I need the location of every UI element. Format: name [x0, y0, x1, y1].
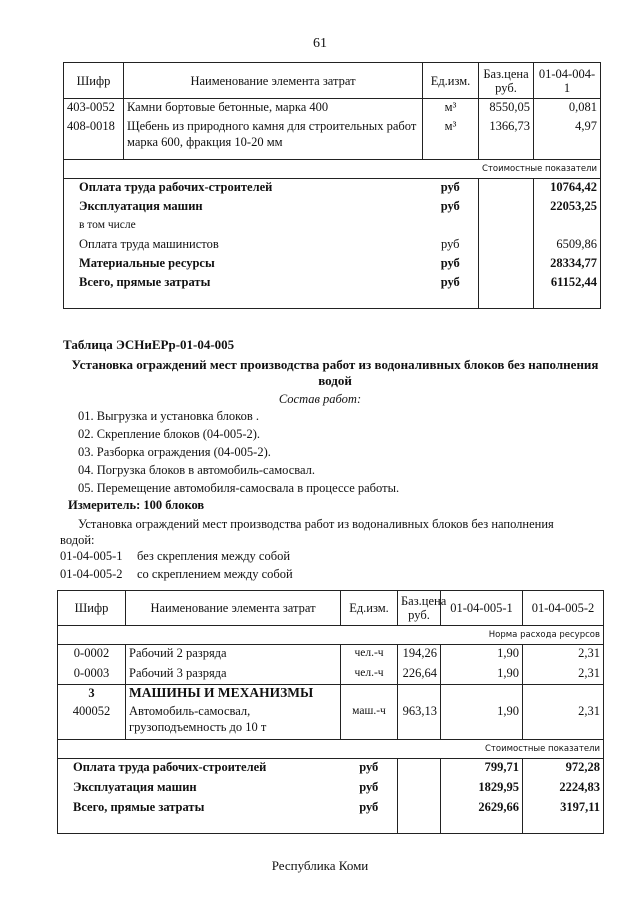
step: 04. Погрузка блоков в автомобиль-самосвал.	[78, 463, 316, 477]
cost-unit: руб	[423, 274, 479, 293]
header-name: Наименование элемента затрат	[124, 63, 423, 99]
cost-name: Материальные ресурсы	[64, 255, 423, 274]
row-unit: чел.-ч	[341, 645, 398, 665]
page-number: 61	[313, 36, 327, 51]
header-price: Баз.цена руб.	[479, 63, 534, 99]
cost-name: Всего, прямые затраты	[64, 274, 423, 293]
row-value-1: 1,90	[441, 703, 523, 740]
cost-value-2: 972,28	[523, 759, 604, 779]
table-row	[58, 665, 604, 685]
table-row	[64, 99, 601, 118]
cost-name: в том числе	[64, 217, 423, 236]
cost-row	[58, 799, 604, 819]
cost-row	[64, 198, 601, 217]
row-name: Автомобиль-самосвал, грузоподъемность до 10 т	[126, 703, 341, 740]
table-row	[64, 118, 601, 152]
cost-value-2: 2224,83	[523, 779, 604, 799]
step: 03. Разборка ограждения (04-005-2).	[78, 445, 271, 459]
row-code: 403-0052	[64, 99, 124, 118]
cost-value-1: 799,71	[441, 759, 523, 779]
table-row	[58, 703, 604, 740]
cost-row	[64, 179, 601, 198]
row-unit: маш.-ч	[341, 703, 398, 740]
row-value-2: 2,31	[523, 703, 604, 740]
row-value: 4,97	[534, 118, 601, 152]
row-unit: м³	[423, 118, 479, 152]
row-value: 0,081	[534, 99, 601, 118]
cost-unit: руб	[341, 779, 398, 799]
cost-value	[534, 217, 601, 236]
header-code: Шифр	[58, 591, 126, 626]
group-row	[58, 685, 604, 703]
cost-unit: руб	[423, 236, 479, 255]
section-cost-indicators: Стоимостные показатели	[58, 740, 604, 759]
section-cost-indicators: Стоимостные показатели	[64, 160, 601, 179]
variant-text: без скрепления между собой	[137, 549, 291, 563]
cost-name: Эксплуатация машин	[58, 779, 341, 799]
section-resource-norms: Норма расхода ресурсов	[58, 626, 604, 645]
cost-row	[64, 236, 601, 255]
cost-name: Эксплуатация машин	[64, 198, 423, 217]
step: 01. Выгрузка и установка блоков .	[78, 409, 259, 423]
variant-code: 01-04-005-1	[60, 549, 123, 563]
header-price: Баз.цена руб.	[398, 591, 441, 626]
resource-table-1	[63, 62, 601, 309]
group-name: МАШИНЫ И МЕХАНИЗМЫ	[126, 685, 341, 703]
cost-row	[64, 255, 601, 274]
cost-row	[64, 274, 601, 293]
cost-row	[64, 217, 601, 236]
section-title: Установка ограждений мест производства работ из водоналивных блоков без наполнения водой	[71, 357, 599, 388]
cost-value-1: 1829,95	[441, 779, 523, 799]
header-unit: Ед.изм.	[423, 63, 479, 99]
cost-unit: руб	[423, 255, 479, 274]
row-value-2: 2,31	[523, 665, 604, 685]
cost-value-1: 2629,66	[441, 799, 523, 819]
header-variant-2: 01-04-005-2	[523, 591, 604, 626]
cost-unit	[423, 217, 479, 236]
row-price: 963,13	[398, 703, 441, 740]
step: 05. Перемещение автомобиля-самосвала в процессе работы.	[78, 481, 400, 495]
table-id: Таблица ЭСНиЕРр-01-04-005	[63, 337, 235, 352]
row-price: 8550,05	[479, 99, 534, 118]
row-value-1: 1,90	[441, 665, 523, 685]
composition-title: Состав работ:	[278, 392, 362, 406]
footer-region: Республика Коми	[271, 858, 369, 873]
cost-name: Оплата труда рабочих-строителей	[64, 179, 423, 198]
row-unit: чел.-ч	[341, 665, 398, 685]
row-name: Камни бортовые бетонные, марка 400	[124, 99, 423, 118]
row-code: 0-0002	[58, 645, 126, 665]
cost-row	[58, 759, 604, 779]
cost-value: 6509,86	[534, 236, 601, 255]
row-price: 226,64	[398, 665, 441, 685]
cost-unit: руб	[423, 179, 479, 198]
row-name: Щебень из природного камня для строительных работ марка 600, фракция 10-20 мм	[124, 118, 423, 152]
header-name: Наименование элемента затрат	[126, 591, 341, 626]
group-code: 3	[58, 685, 126, 703]
cost-value: 22053,25	[534, 198, 601, 217]
row-name: Рабочий 3 разряда	[126, 665, 341, 685]
cost-value: 28334,77	[534, 255, 601, 274]
row-code: 0-0003	[58, 665, 126, 685]
variant-text: со скреплением между собой	[137, 567, 293, 581]
header-unit: Ед.изм.	[341, 591, 398, 626]
cost-name: Оплата труда рабочих-строителей	[58, 759, 341, 779]
cost-unit: руб	[341, 799, 398, 819]
header-variant: 01-04-004-1	[534, 63, 601, 99]
cost-value: 61152,44	[534, 274, 601, 293]
header-variant-1: 01-04-005-1	[441, 591, 523, 626]
row-code: 400052	[58, 703, 126, 740]
cost-name: Оплата труда машинистов	[64, 236, 423, 255]
variant-code: 01-04-005-2	[60, 567, 123, 581]
meter: Измеритель: 100 блоков	[68, 498, 205, 512]
cost-value-2: 3197,11	[523, 799, 604, 819]
row-price: 194,26	[398, 645, 441, 665]
row-value-1: 1,90	[441, 645, 523, 665]
row-price: 1366,73	[479, 118, 534, 152]
row-unit: м³	[423, 99, 479, 118]
cost-value: 10764,42	[534, 179, 601, 198]
cost-row	[58, 779, 604, 799]
cost-unit: руб	[423, 198, 479, 217]
row-code: 408-0018	[64, 118, 124, 152]
cost-name: Всего, прямые затраты	[58, 799, 341, 819]
header-code: Шифр	[64, 63, 124, 99]
resource-table-2	[57, 590, 604, 834]
row-name: Рабочий 2 разряда	[126, 645, 341, 665]
step: 02. Скрепление блоков (04-005-2).	[78, 427, 261, 441]
description: Установка ограждений мест производства работ из водоналивных блоков без наполнения водой:	[60, 517, 554, 547]
row-value-2: 2,31	[523, 645, 604, 665]
table-row	[58, 645, 604, 665]
cost-unit: руб	[341, 759, 398, 779]
